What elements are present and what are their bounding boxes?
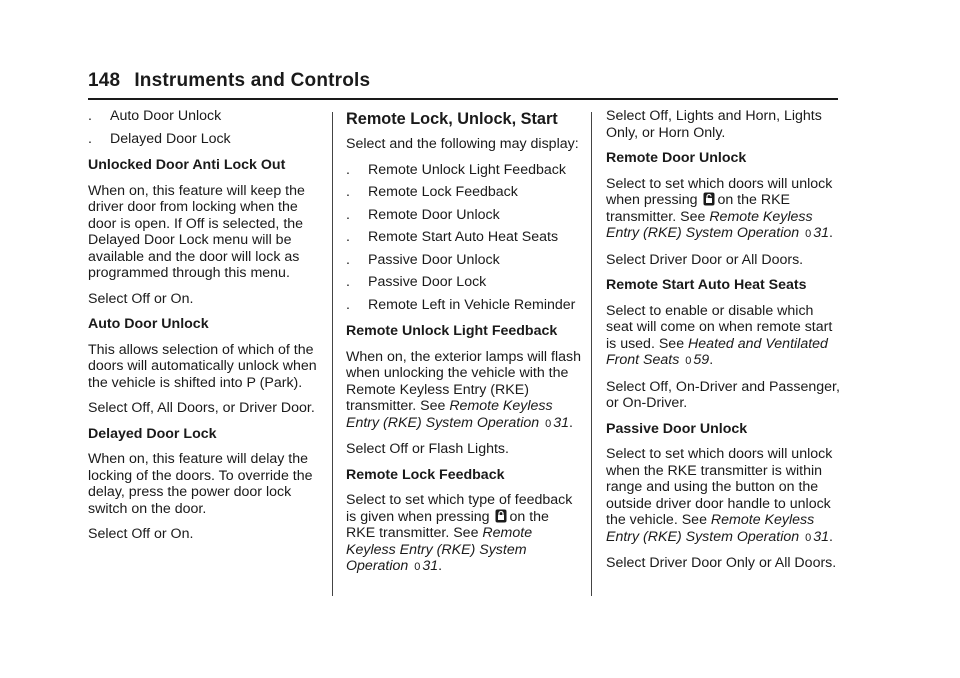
list-item: . Passive Door Lock (346, 274, 487, 290)
paragraph: Select and the following may display: (346, 136, 579, 152)
page-ref-arrow: 0 (685, 355, 692, 367)
paragraph: Select to set which doors will unlock when pressing on the RKE transmitter. See Remote Keyless Entry (RKE) System Operation 0 31. (606, 175, 833, 241)
page-reference[interactable]: 31 (422, 558, 439, 574)
paragraph: Select Off or Flash Lights. (346, 441, 509, 457)
list-item: . Remote Lock Feedback (346, 184, 518, 200)
paragraph: Select Off, All Doors, or Driver Door. (88, 400, 315, 416)
section-heading: Unlocked Door Anti Lock Out (88, 157, 286, 173)
paragraph: Select Off or On. (88, 290, 194, 307)
column-3 (606, 108, 844, 581)
paragraph: Select to enable or disable which seat will come on when remote start is used. See Heated and Ventilated Front Seats 0 59. (606, 302, 833, 368)
paragraph: When on, this feature will keep the driver door from locking when the door is open. If Off is selected, the Delayed Door Lock menu will be available and the door will lock as programmed through this menu. (88, 182, 305, 281)
cross-reference-link[interactable]: Heated and Ventilated Front Seats (606, 335, 828, 368)
list-item: . Delayed Door Lock (88, 130, 231, 147)
header-rule (88, 98, 838, 100)
column-divider-2 (591, 112, 592, 596)
cross-reference-link[interactable]: Remote Keyless Entry (RKE) System Operation (606, 512, 815, 545)
section-heading: Auto Door Unlock (88, 316, 209, 332)
page-reference[interactable]: 31 (813, 225, 830, 241)
chapter-title: Instruments and Controls (134, 70, 371, 91)
cross-reference-link[interactable]: Remote Keyless Entry (RKE) System Operation (346, 525, 533, 574)
paragraph: Select Driver Door or All Doors. (606, 251, 804, 268)
paragraph: Select to set which type of feedback is given when pressing on the RKE transmitter. See Remote Keyless Entry (RKE) System Operation 0 31. (346, 492, 573, 574)
section-heading: Delayed Door Lock (88, 425, 217, 442)
column-divider-1 (332, 112, 333, 596)
section-heading: Remote Door Unlock (606, 150, 747, 166)
paragraph: This allows selection of which of the doors will automatically unlock when the vehicle is shifted into P (Park). (88, 341, 317, 391)
page-ref-arrow: 0 (545, 417, 552, 430)
page-header (88, 70, 370, 92)
list-item: . Remote Left in Vehicle Reminder (346, 296, 576, 313)
paragraph: Select Off or On. (88, 526, 194, 542)
page-ref-arrow: 0 (414, 561, 421, 573)
cross-reference-link[interactable]: Remote Keyless Entry (RKE) System Operation (346, 398, 553, 431)
page-reference[interactable]: 59 (693, 352, 710, 368)
column-1 (88, 108, 324, 552)
page-number: 148 (88, 70, 121, 91)
unlock-key-icon (703, 192, 715, 206)
list-item: . Auto Door Unlock (88, 108, 222, 124)
lock-key-icon (495, 509, 507, 523)
page-reference[interactable]: 31 (553, 414, 570, 431)
cross-reference-link[interactable]: Remote Keyless Entry (RKE) System Operation (606, 208, 813, 241)
section-heading: Remote Start Auto Heat Seats (606, 277, 807, 293)
page-reference[interactable]: 31 (813, 528, 830, 545)
paragraph: Select to set which doors will unlock when the RKE transmitter is within range and using the button on the outside driver door handle to unlock the vehicle. See Remote Keyless Entry (RKE) System Operation 0 31. (606, 446, 833, 545)
section-heading: Remote Lock Feedback (346, 466, 505, 483)
paragraph: Select Off, On-Driver and Passenger, or On-Driver. (606, 378, 840, 411)
list-item: . Passive Door Unlock (346, 251, 500, 268)
section-title: Remote Lock, Unlock, Start (346, 110, 558, 128)
paragraph: Select Off, Lights and Horn, Lights Only, or Horn Only. (606, 108, 822, 141)
page-ref-arrow: 0 (805, 228, 812, 240)
paragraph: When on, this feature will delay the locking of the doors. To override the delay, press the power door lock switch on the door. (88, 451, 313, 517)
page-ref-arrow: 0 (805, 531, 812, 544)
paragraph: Select Driver Door Only or All Doors. (606, 555, 837, 571)
paragraph: When on, the exterior lamps will flash when unlocking the vehicle with the Remote Keyless Entry (RKE) transmitter. See Remote Keyless Entry (RKE) System Operation 0 31. (346, 348, 581, 431)
column-2 (346, 108, 582, 585)
list-item: . Remote Unlock Light Feedback (346, 161, 566, 178)
section-heading: Passive Door Unlock (606, 420, 748, 437)
list-item: . Remote Start Auto Heat Seats (346, 229, 559, 245)
section-heading: Remote Unlock Light Feedback (346, 323, 558, 339)
list-item: . Remote Door Unlock (346, 206, 500, 223)
